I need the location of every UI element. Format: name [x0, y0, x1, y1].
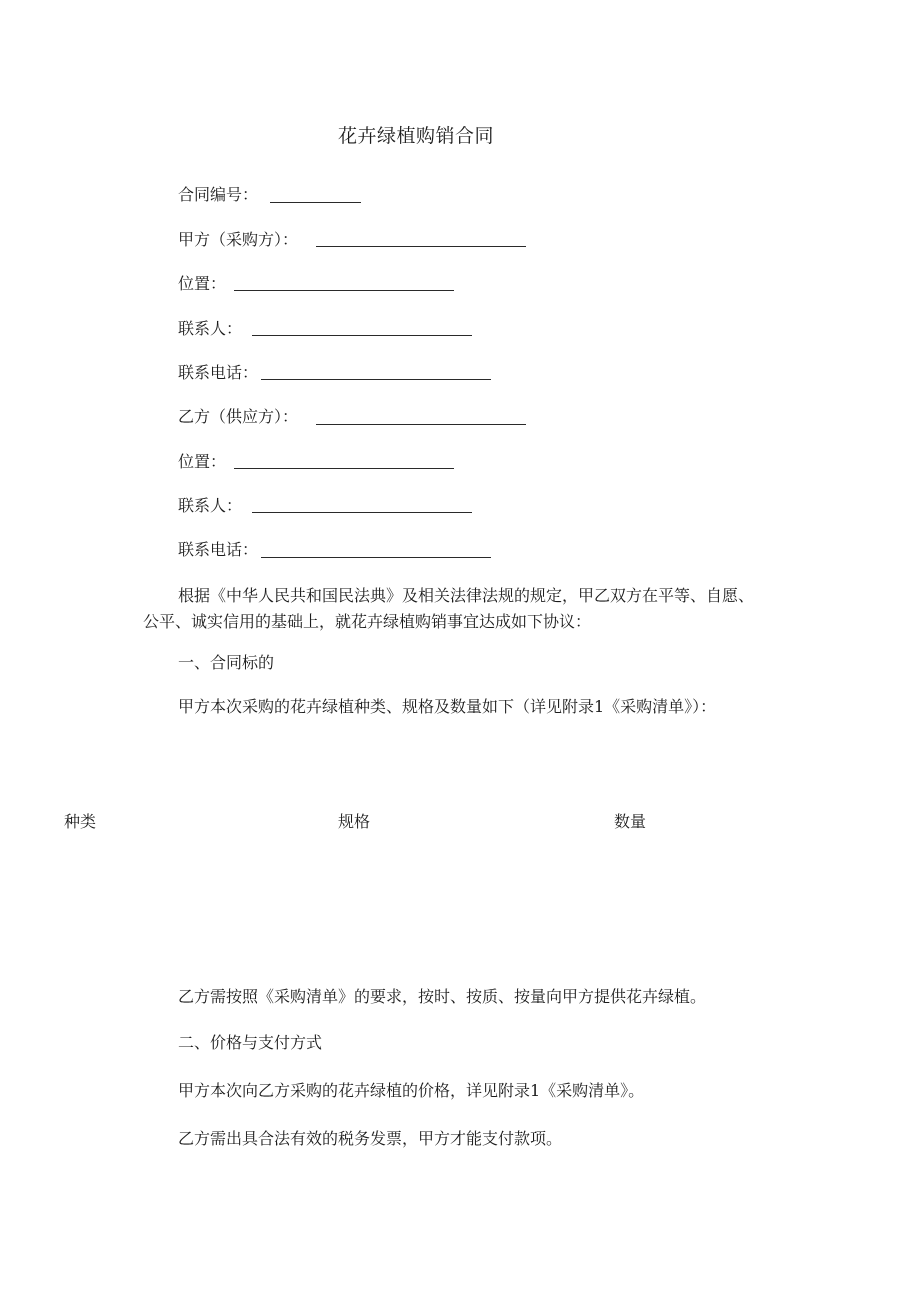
section-1-heading: 一、合同标的: [178, 653, 275, 672]
party-b-address-blank: [234, 468, 454, 469]
document-title: 花卉绿植购销合同: [338, 125, 495, 147]
party-b-contact-label: 联系人：: [178, 496, 243, 515]
party-b-contact-blank: [252, 512, 472, 513]
party-a-blank: [316, 246, 526, 247]
party-b-address-label: 位置：: [178, 452, 227, 471]
party-a-phone-label: 联系电话：: [178, 363, 259, 382]
party-a-label: 甲方（采购方）：: [178, 230, 299, 249]
party-a-contact-label: 联系人：: [178, 319, 243, 338]
contract-no-blank: [270, 202, 361, 203]
table-header-quantity: 数量: [614, 812, 647, 831]
table-header-spec: 规格: [338, 812, 371, 831]
table-header-type: 种类: [64, 812, 97, 831]
party-a-address-label: 位置：: [178, 274, 227, 293]
section-2-heading: 二、价格与支付方式: [178, 1033, 323, 1052]
party-b-blank: [316, 424, 526, 425]
contract-no-label: 合同编号：: [178, 185, 259, 204]
section-1-intro: 甲方本次采购的花卉绿植种类、规格及数量如下（详见附录1《采购清单》）：: [178, 697, 717, 716]
section-2-paragraph-1: 甲方本次向乙方采购的花卉绿植的价格，详见附录1《采购清单》。: [178, 1081, 645, 1100]
party-a-contact-blank: [252, 335, 472, 336]
party-b-label: 乙方（供应方）：: [178, 407, 299, 426]
party-a-address-blank: [234, 290, 454, 291]
party-b-phone-blank: [261, 557, 491, 558]
section-1-after-table: 乙方需按照《采购清单》的要求，按时、按质、按量向甲方提供花卉绿植。: [178, 987, 707, 1006]
party-a-phone-blank: [261, 379, 491, 380]
party-b-phone-label: 联系电话：: [178, 540, 259, 559]
preamble-paragraph: 根据《中华人民共和国民法典》及相关法律法规的规定，甲乙双方在平等、自愿、公平、诚实信用的基础上，就花卉绿植购销事宜达成如下协议：: [143, 586, 755, 631]
section-2-paragraph-2: 乙方需出具合法有效的税务发票，甲方才能支付款项。: [178, 1129, 563, 1148]
